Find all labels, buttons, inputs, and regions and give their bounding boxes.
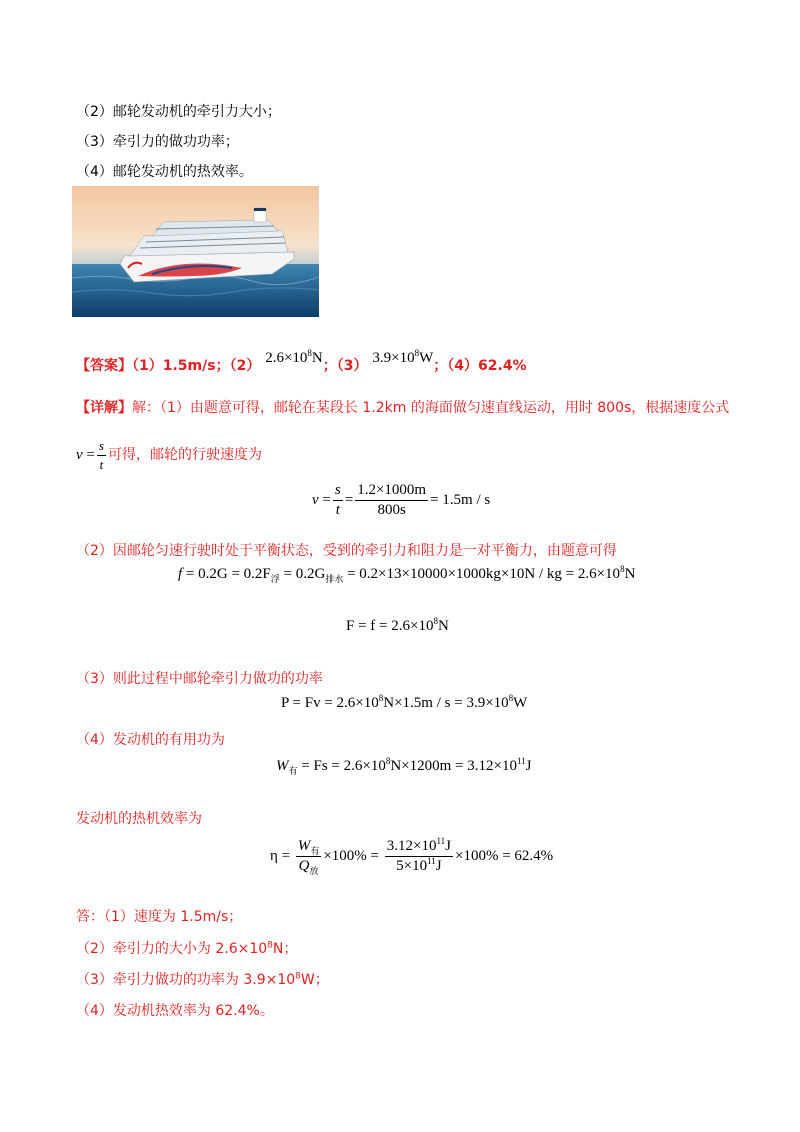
answer-power-value: $3.9\times 10^8W$ <box>372 348 434 366</box>
step4-text: （4）发动机的有用功为 <box>76 732 225 748</box>
answer-part1: （1）1.5m/s； <box>132 358 230 374</box>
conclusion-power: （3）牵引力做功的功率为 $3.9\times 10^8W$； <box>76 971 329 988</box>
answer-line <box>76 348 527 375</box>
answer-sep3: ； <box>433 358 448 374</box>
efficiency-equation: η = $\frac{W_有}{Q_放}$ ×100% = $\frac{3.12\times 10^{11}J}{5\times 10^{11}J}$ ×100% = 62.4% <box>270 836 554 876</box>
traction-equation: $F = f = 2.6\times 10^8N$ <box>346 616 449 634</box>
conclusion-label: 答： <box>76 909 104 925</box>
speed-formula-tail: 可得，邮轮的行驶速度为 <box>107 446 262 463</box>
efficiency-text: 发动机的热机效率为 <box>76 811 202 827</box>
conclusion-speed: （1）速度为 1.5m/s； <box>104 909 243 925</box>
answer-part4: （4）62.4% <box>447 358 527 374</box>
speed-calculation: v = $\frac{s}{t}$ = $\frac{1.2\times 1000m}{800s}$ = 1.5m / s <box>312 482 491 518</box>
conclusion-force: （2）牵引力的大小为 $2.6\times 10^8N$； <box>76 940 298 957</box>
answer-part2-label: （2） <box>229 358 261 374</box>
force-equation: $f = 0.2G = 0.2F_浮 = 0.2G_{排水} = 0.2\times 13\times 10000\times 1000kg\times 10N$ / kg = $2.6\times 10^8N$ <box>178 564 636 584</box>
detail-intro <box>76 397 729 417</box>
question-3: （3）牵引力的做功功率； <box>76 134 239 150</box>
answer-part3-label: （3） <box>336 358 368 374</box>
speed-formula-line: v = $\frac{s}{t}$ 可得，邮轮的行驶速度为 <box>76 438 262 472</box>
conclusion-efficiency: （4）发动机热效率为 62.4%。 <box>76 1003 274 1019</box>
answer-sep2: ； <box>322 358 337 374</box>
step2-text: （2）因邮轮匀速行驶时处于平衡状态，受到的牵引力和阻力是一对平衡力，由题意可得 <box>76 543 617 559</box>
step3-text: （3）则此过程中邮轮牵引力做功的功率 <box>76 671 323 687</box>
answer-force-value: $2.6\times 10^8N$ <box>265 348 323 366</box>
answer-label: 【答案】 <box>76 358 132 374</box>
detail-label: 【详解】 <box>76 400 132 416</box>
power-equation: $P = Fv = 2.6\times 10^8N\times 1.5m / s = 3.9\times 10^8W$ <box>281 693 528 711</box>
conclusion-line1 <box>76 906 242 926</box>
question-2: （2）邮轮发动机的牵引力大小； <box>76 104 281 120</box>
cruise-ship-image <box>72 186 319 317</box>
question-4: （4）邮轮发动机的热效率。 <box>76 164 253 180</box>
work-equation: $W_有 = Fs = 2.6\times 10^8N\times 1200m = 3.12\times 10^{11}J$ <box>276 756 532 776</box>
detail-intro-text: 解：（1）由题意可得，邮轮在某段长 1.2km 的海面做匀速直线运动，用时 800s，根据速度公式 <box>132 400 730 416</box>
